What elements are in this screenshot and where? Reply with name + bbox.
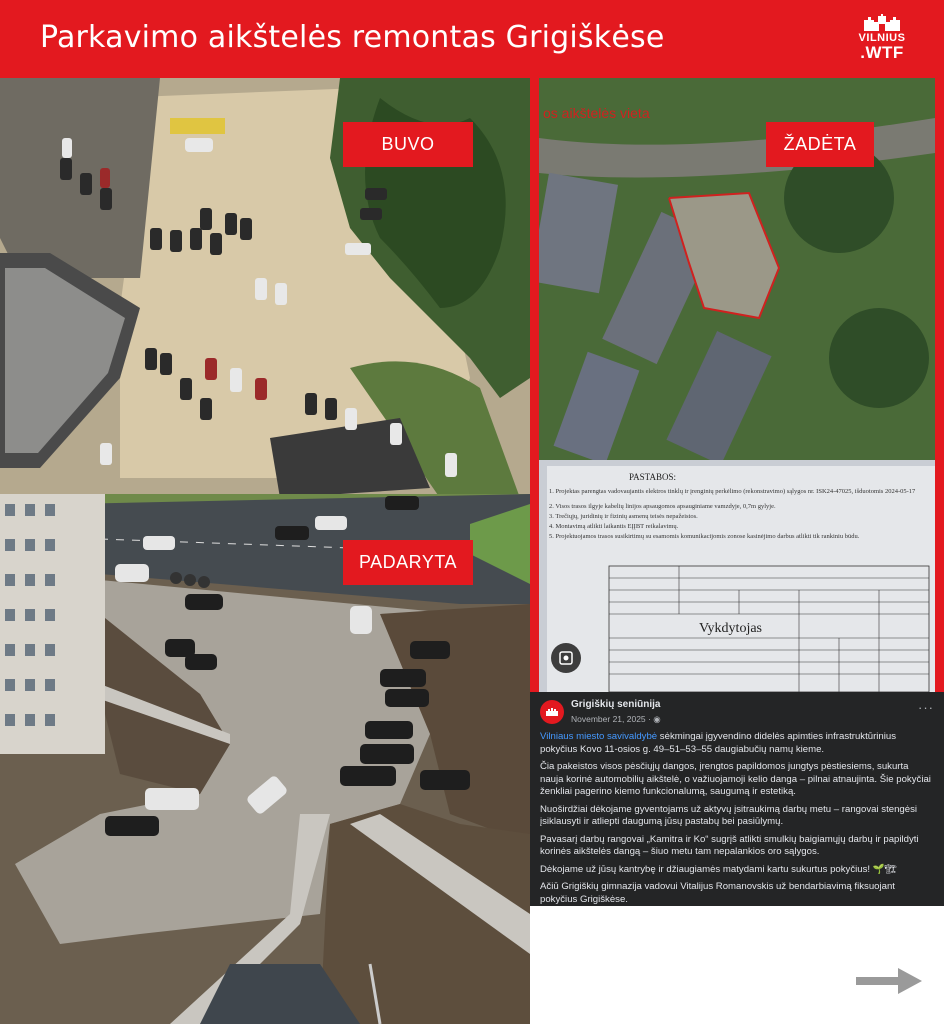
mention-link[interactable]: Vilniaus miesto savivaldybė	[540, 731, 658, 742]
note-2: 2. Visos trasos ilgyje kabelių linijos apsaugomos apsauginiame vamzdyje, 0,7m gylyje.	[549, 503, 776, 510]
promised-label: ŽADĖTA	[766, 122, 874, 167]
post-paragraph-4: Pavasarį darbų rangovai „Kamitra ir Ko“ sugrįš atlikti smulkių baigiamųjų darbų ir papildyti korinės aikštelės dangą – šiuo metu tam nepalankios oro sąlygos.	[540, 833, 919, 857]
facebook-post	[530, 692, 944, 906]
done-label: PADARYTA	[343, 540, 473, 585]
map-area-label: os aikštelės vieta	[543, 105, 650, 121]
logo-bottom-text: .WTF	[860, 43, 904, 62]
castle-icon	[862, 14, 902, 32]
post-header	[540, 698, 934, 726]
page-name-link[interactable]: Grigiškių seniūnija	[571, 699, 661, 710]
executor-heading: Vykdytojas	[699, 621, 762, 636]
post-paragraph-1-text: sėkmingai įgyvendino didelės apimties infrastruktūrinius pokyčius Kovo 11-osios g. 49–51–53–55 daugiabučių namų kieme.	[540, 731, 897, 755]
header-bar	[0, 0, 944, 78]
post-paragraph-2: Čia pakeistos visos pėsčiųjų dangos, įrengtos papildomos jungtys pėstiesiems, sukurta nauja korinė automobilių aikštelė, o važiuojamoji kelio danga – pilnai atnaujinta. Šie pokyčiai ženkliai pagerino kiemo funkcionalumą, saugumą ir estetiką.	[540, 761, 931, 797]
note-1: 1. Projektas parengtas vadovaujantis elektros tinklų ir įrenginių perkėlimo (rekonstravimo) sąlygos nr. ISK24-47025, išduotomis 2024-05-17	[549, 488, 916, 495]
logo-top-text: VILNIUS	[858, 32, 906, 44]
post-date[interactable]	[571, 713, 661, 726]
before-aerial-photo	[0, 78, 530, 498]
note-5: 5. Projektuojamos trasos susikirtimų su esamomis komunikacijomis zonose kasinėjimo darbus atlikti tik rankiniu būdu.	[549, 533, 860, 540]
page-title: Parkavimo aikštelės remontas Grigiškėse	[40, 20, 665, 55]
done-aerial-photo	[0, 494, 530, 1024]
post-date-text: November 21, 2025 ·	[571, 713, 654, 724]
note-3: 3. Trečiųjų, juridinių ir fizinių asmenų teisės nepažeistos.	[549, 513, 698, 520]
vilnius-wtf-logo	[850, 14, 914, 66]
arrow-right-icon[interactable]	[856, 968, 922, 999]
coat-of-arms-icon	[545, 707, 559, 717]
note-4: 4. Montavimą atlikti laikantis EĮĮBT reikalavimų.	[549, 523, 679, 530]
globe-icon: ◉	[653, 713, 661, 724]
notes-title: PASTABOS:	[629, 472, 676, 482]
post-paragraph-3: Nuoširdžiai dėkojame gyventojams už aktyvų įsitraukimą darbų metu – rangovai stengėsi įsiklausyti ir atliepti daugumą jūsų pastabų bei pasiūlymų.	[540, 803, 918, 827]
post-paragraph-1	[540, 731, 934, 756]
image-search-icon[interactable]	[551, 643, 581, 673]
post-paragraph-6: Ačiū Grigiškių gimnazija vadovui Vitalijus Romanovskis už bendarbiavimą fiksuojant pokyčius Grigiškėse.	[540, 881, 895, 905]
page-avatar[interactable]	[540, 700, 564, 724]
post-paragraph-5: Dėkojame už jūsų kantrybę ir džiaugiamės matydami kartu sukurtus pokyčius! 🌱🏗	[540, 863, 897, 875]
promised-plan-photo	[530, 78, 944, 692]
before-label: BUVO	[343, 122, 473, 167]
more-options-icon[interactable]: ···	[918, 700, 934, 715]
